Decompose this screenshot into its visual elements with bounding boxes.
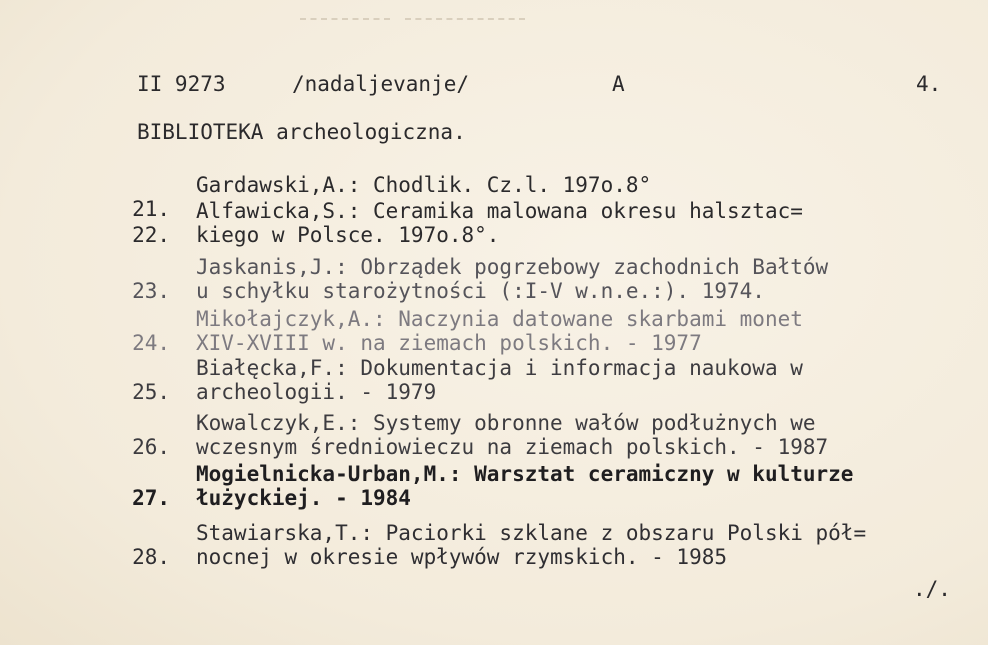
entry-text-line2: archeologii. - 1979 (196, 380, 437, 404)
entry-text-line2: wczesnym średniowieczu na ziemach polskich. - 1987 (196, 435, 829, 459)
entry-text-line1: Jaskanis,J.: Obrządek pogrzebowy zachodnich Bałtów (196, 255, 829, 279)
continued-mark: ./. (913, 577, 951, 601)
entry-number: 24. (132, 331, 170, 355)
entry-text-line1: Mikołajczyk,A.: Naczynia datowane skarbami monet (196, 307, 803, 331)
series-title: BIBLIOTEKA archeologiczna. (137, 120, 466, 144)
card-page-number: 4. (916, 72, 942, 96)
entry-text-line1: Gardawski,A.: Chodlik. Cz.l. 197o.8° (196, 173, 652, 197)
entry-number: 25. (132, 380, 170, 404)
continuation-label: /nadaljevanje/ (292, 72, 470, 96)
entry-text-line2: u schyłku starożytności (:I-V w.n.e.:). 1974. (196, 279, 765, 303)
entry-text-line1: Alfawicka,S.: Ceramika malowana okresu halsztac= (196, 199, 803, 223)
entry-text-line2: XIV-XVIII w. na ziemach polskich. - 1977 (196, 331, 702, 355)
entry-number: 22. (132, 223, 170, 247)
letter-label: A (612, 72, 625, 96)
entry-text-line2: kiego w Polsce. 197o.8°. (196, 223, 500, 247)
entry-text-line1: Mogielnicka-Urban,M.: Warsztat ceramiczny w kulturze (196, 462, 854, 486)
faint-dash-mark (300, 18, 390, 20)
entry-text-line1: Stawiarska,T.: Paciorki szklane z obszaru Polski pół= (196, 521, 867, 545)
entry-text-line2: łużyckiej. - 1984 (196, 486, 411, 510)
list-item (120, 521, 980, 641)
entry-number: 27. (132, 486, 170, 510)
entry-text-line1: Białęcka,F.: Dokumentacja i informacja naukowa w (196, 356, 803, 380)
entry-text-line2: nocnej w okresie wpływów rzymskich. - 1985 (196, 545, 728, 569)
entry-text-line1: Kowalczyk,E.: Systemy obronne wałów podłużnych we (196, 411, 816, 435)
shelfmark: II 9273 (137, 72, 226, 96)
faint-dash-mark (405, 18, 525, 20)
entry-number: 23. (132, 279, 170, 303)
entry-number: 28. (132, 545, 170, 569)
entry-number: 26. (132, 435, 170, 459)
entry-number: 21. (132, 197, 170, 221)
